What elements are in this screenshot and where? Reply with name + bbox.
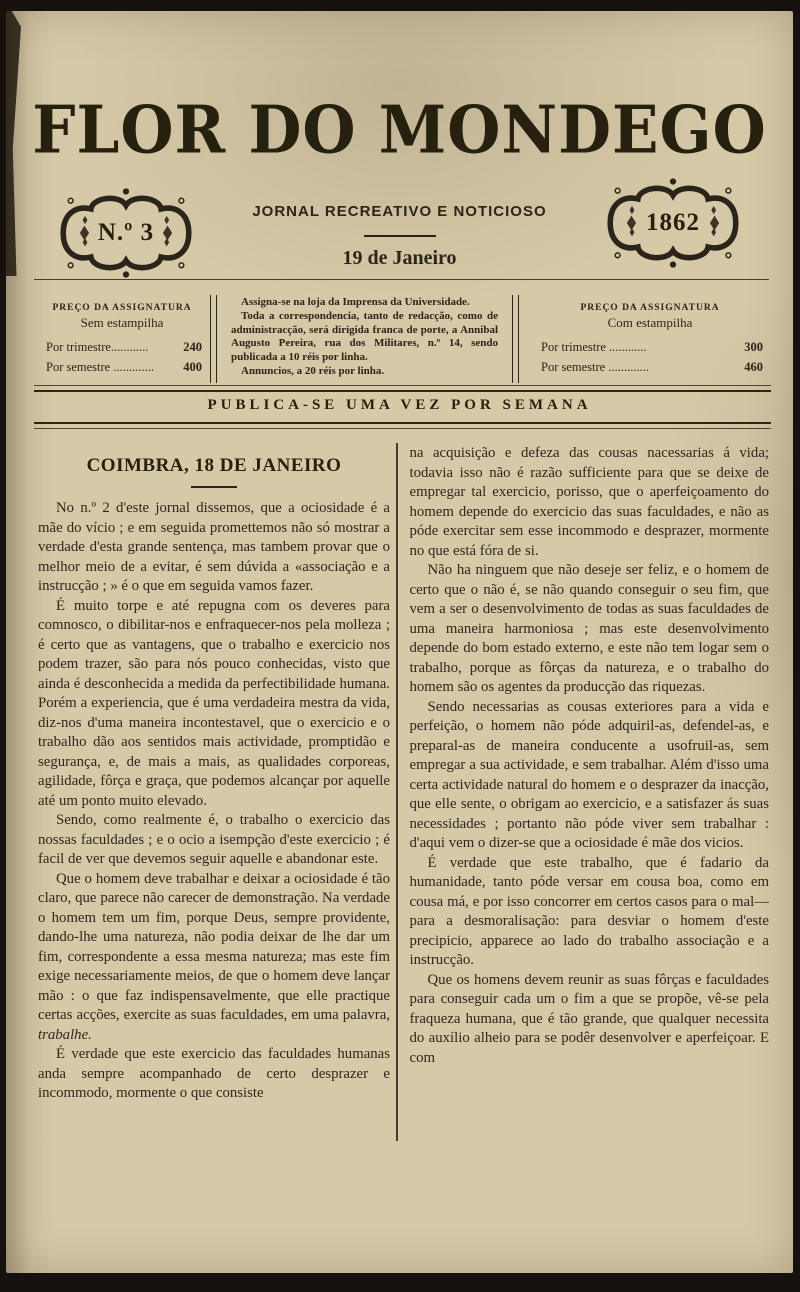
subtitle-rule <box>364 235 436 237</box>
article-left-paragraphs <box>38 499 390 1104</box>
price-label: Por semestre ............. <box>46 360 154 374</box>
subscription-note-line: Assigna-se na loja da Imprensa da Universidade. <box>241 296 470 308</box>
double-rule <box>34 422 771 429</box>
subscription-left-block <box>36 293 208 385</box>
article-left-column <box>38 441 390 1147</box>
newspaper-page <box>6 11 793 1273</box>
price-value: 240 <box>183 340 202 354</box>
price-label: Por semestre ............. <box>541 360 649 374</box>
vertical-divider <box>210 295 217 383</box>
publication-frequency-banner: PUBLICA-SE UMA VEZ POR SEMANA <box>207 397 592 413</box>
price-value: 400 <box>183 360 202 374</box>
issue-date: 19 de Janeiro <box>342 247 457 269</box>
article-paragraph: na acquisição e defeza das cousas nacessarias á vida; todavia isso não é razão sufficiente para que se deixe de empregar tal exercicio, porisso, que o aperfeiçoamento do homem depende do exercicio das suas faculdades, e não as póde exercitar sem esse incommodo e desprazer, mormente no que está fóra de si. <box>409 445 769 559</box>
article-paragraph: Sendo necessarias as cousas exteriores para a vida e perfeição, o homem não póde adquiril-as, defendel-as, e preparal-as de maneira conducente a usofruil-as, sem empregar a sua actividade, e sem trabalhar. Além d'isso uma certa actividade natural do homem e o desprazer da inacção, que elle sente, o obrigam ao exercicio, e a satisfazer ás suas necessidades ; portanto não póde viver sem trabalhar : d'aqui vem o dizer-se que a ociosidade é mãe dos vicios. <box>409 698 769 851</box>
year-number: 1862 <box>646 209 700 236</box>
vertical-divider <box>512 295 519 383</box>
subscription-mode: Com estampilha <box>607 315 693 330</box>
price-row <box>531 357 769 377</box>
price-row <box>36 337 208 357</box>
issue-number-badge <box>50 185 202 281</box>
price-row <box>36 357 208 377</box>
subscription-strip <box>36 293 769 385</box>
article-paragraph: É muito torpe e até repugna com os deveres para comnosco, o dibilitar-nos e enfraquecer-nos pela molleza ; é certo que as vantagens, que o trabalho e exercicio nos podem trazer, são para nós pouco conhecidas, visto que ainda é desconhecida a medida da perfectibilidade humana. Porém a experiencia, que é uma verdadeira mestra da vida, diz-nos d'uma maneira incontestavel, que o exercicio e o trabalho dão aos sentidos mais actividade, promptidão e segurança, e, de mais a mais, as qualidades corporeas, agilidade, fôrça e graça, que podemos alcançar por aquelle até um ponto muito elevado. <box>38 597 390 809</box>
newspaper-title: FLOR DO MONDEGO <box>32 92 767 169</box>
double-rule <box>34 385 771 392</box>
price-label: Por trimestre ............ <box>541 340 647 354</box>
price-label: Por trimestre............ <box>46 340 149 354</box>
subscription-note-line: Toda a correspondencia, tanto de redacção, como de administracção, será dirigida franca de porte, a Annibal Augusto Pereira, rua dos Militares, n.º 14, sendo publicada a 10 réis por linha. <box>231 309 498 364</box>
price-value: 460 <box>744 360 763 374</box>
subscription-right-block <box>521 293 769 385</box>
article-right-column <box>398 441 770 1147</box>
newspaper-subtitle: JORNAL RECREATIVO E NOTICIOSO <box>252 203 547 220</box>
heading-rule <box>191 486 237 488</box>
price-value: 300 <box>744 340 763 354</box>
article-columns <box>38 441 769 1147</box>
subscription-heading: PREÇO DA ASSIGNATURA <box>580 303 720 313</box>
article-paragraph: Sendo, como realmente é, o trabalho o exercicio das nossas faculdades ; e o ocio a isempção d'este exercicio ; é facil de ver que devemos seguir aquelle e abandonar este. <box>38 812 390 867</box>
subscription-note-line: Annuncios, a 20 réis por linha. <box>241 364 385 377</box>
masthead-rule <box>34 279 769 280</box>
article-paragraph: No n.º 2 d'este jornal dissemos, que a ociosidade é a mãe do vício ; e em seguida promettemos não só mostrar a verdade d'esta grande sentença, mas tambem provar que o melhor meio de a evitar, é sem dúvida a «associação e a instrucção ; » é o que em seguida vamos fazer. <box>38 500 390 594</box>
article-paragraph: É verdade que este trabalho, que é fadario da humanidade, tanto póde versar em cousa boa, como em cousa má, e por isso concorrer em certos casos para o mal—para a desmoralisação: para desviar o homem d'este precipicio, apparece ao lado do trabalho associação e a instrucção. <box>409 854 769 968</box>
article-heading: COIMBRA, 18 DE JANEIRO <box>86 455 342 476</box>
price-row <box>531 337 769 357</box>
subscription-notes <box>219 293 510 385</box>
article-paragraph: Que os homens devem reunir as suas fôrças e faculdades para conseguir cada um o fim a que se propõe, vê-se pela fraqueza humana, que é tão grande, que qualquer necessita do auxílio alheio para se podêr desenvolver e aperfeiçoar. E com <box>409 971 769 1066</box>
article-paragraph: Não ha ninguem que não deseje ser feliz, e o homem de certo que o não é, se não quando conseguir o seu fim, que vem a ser o desenvolvimento de todas as suas faculdades de uma maneira harmoniosa ; mas este desenvolvimento depende do bom estado externo, e este não tem logar sem o trabalho, porque as fôrças da natureza, e o trabalho do homem são os agentes da producção das riquezas. <box>409 562 769 695</box>
subscription-mode: Sem estampilha <box>80 315 164 330</box>
issue-number: N.º 3 <box>97 219 155 246</box>
year-badge <box>597 175 749 271</box>
subscription-heading: PREÇO DA ASSIGNATURA <box>52 303 192 313</box>
article-paragraph: Que o homem deve trabalhar e deixar a ociosidade é tão claro, que parece não carecer de demonstração. Na verdade o homem tem um fim, porque Deus, sempre providente, dando-lhe uma natureza, não podia deixar de lhe dar um fim, correspondente a essa mesma natureza; mas este fim exige necessariamente meios, de que o homem deve lançar mão : o que faz indispensavelmente, que elle practique certas acções, exercite as suas faculdades, em uma palavra, trabalhe. <box>38 870 390 1043</box>
article-paragraph: É verdade que este exercicio das faculdades humanas anda sempre acompanhado de certo desprazer e incommodo, mormente o que consiste <box>38 1046 390 1101</box>
